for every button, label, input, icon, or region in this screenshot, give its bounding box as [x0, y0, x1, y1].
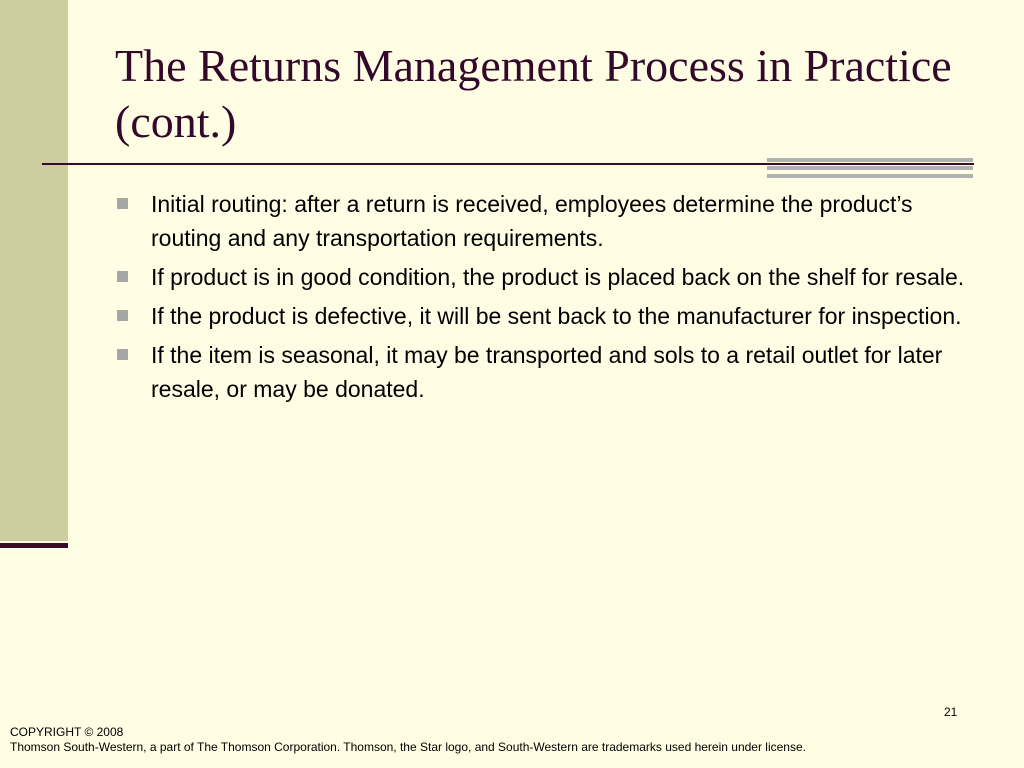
bullet-item — [114, 187, 969, 255]
footer — [10, 725, 806, 755]
accent-bar — [767, 158, 973, 162]
title-divider — [42, 163, 974, 165]
bullet-text: If the product is defective, it will be sent back to the manufacturer for inspection. — [151, 303, 962, 329]
left-sidebar-bar — [0, 0, 68, 541]
copyright-text: COPYRIGHT © 2008 — [10, 725, 124, 739]
bullet-item — [114, 260, 969, 294]
bullet-text: If the item is seasonal, it may be transported and sols to a retail outlet for later resale, or may be donated. — [151, 342, 943, 402]
bullet-text: If product is in good condition, the product is placed back on the shelf for resale. — [151, 264, 965, 290]
bullet-item — [114, 299, 969, 333]
slide-title: The Returns Management Process in Practice (cont.) — [115, 40, 952, 147]
square-bullet-icon — [117, 198, 128, 209]
accent-bar — [767, 166, 973, 170]
bullet-list — [114, 187, 969, 411]
square-bullet-icon — [117, 271, 128, 282]
accent-bar — [767, 174, 973, 178]
left-sidebar-accent — [0, 543, 68, 548]
bullet-text: Initial routing: after a return is received, employees determine the product’s routing and any transportation requirements. — [151, 191, 913, 251]
bullet-item — [114, 338, 969, 406]
square-bullet-icon — [117, 310, 128, 321]
square-bullet-icon — [117, 349, 128, 360]
trademark-text: Thomson South-Western, a part of The Thomson Corporation. Thomson, the Star logo, and South-Western are trademarks used herein under license. — [10, 740, 806, 754]
page-number: 21 — [944, 705, 958, 719]
